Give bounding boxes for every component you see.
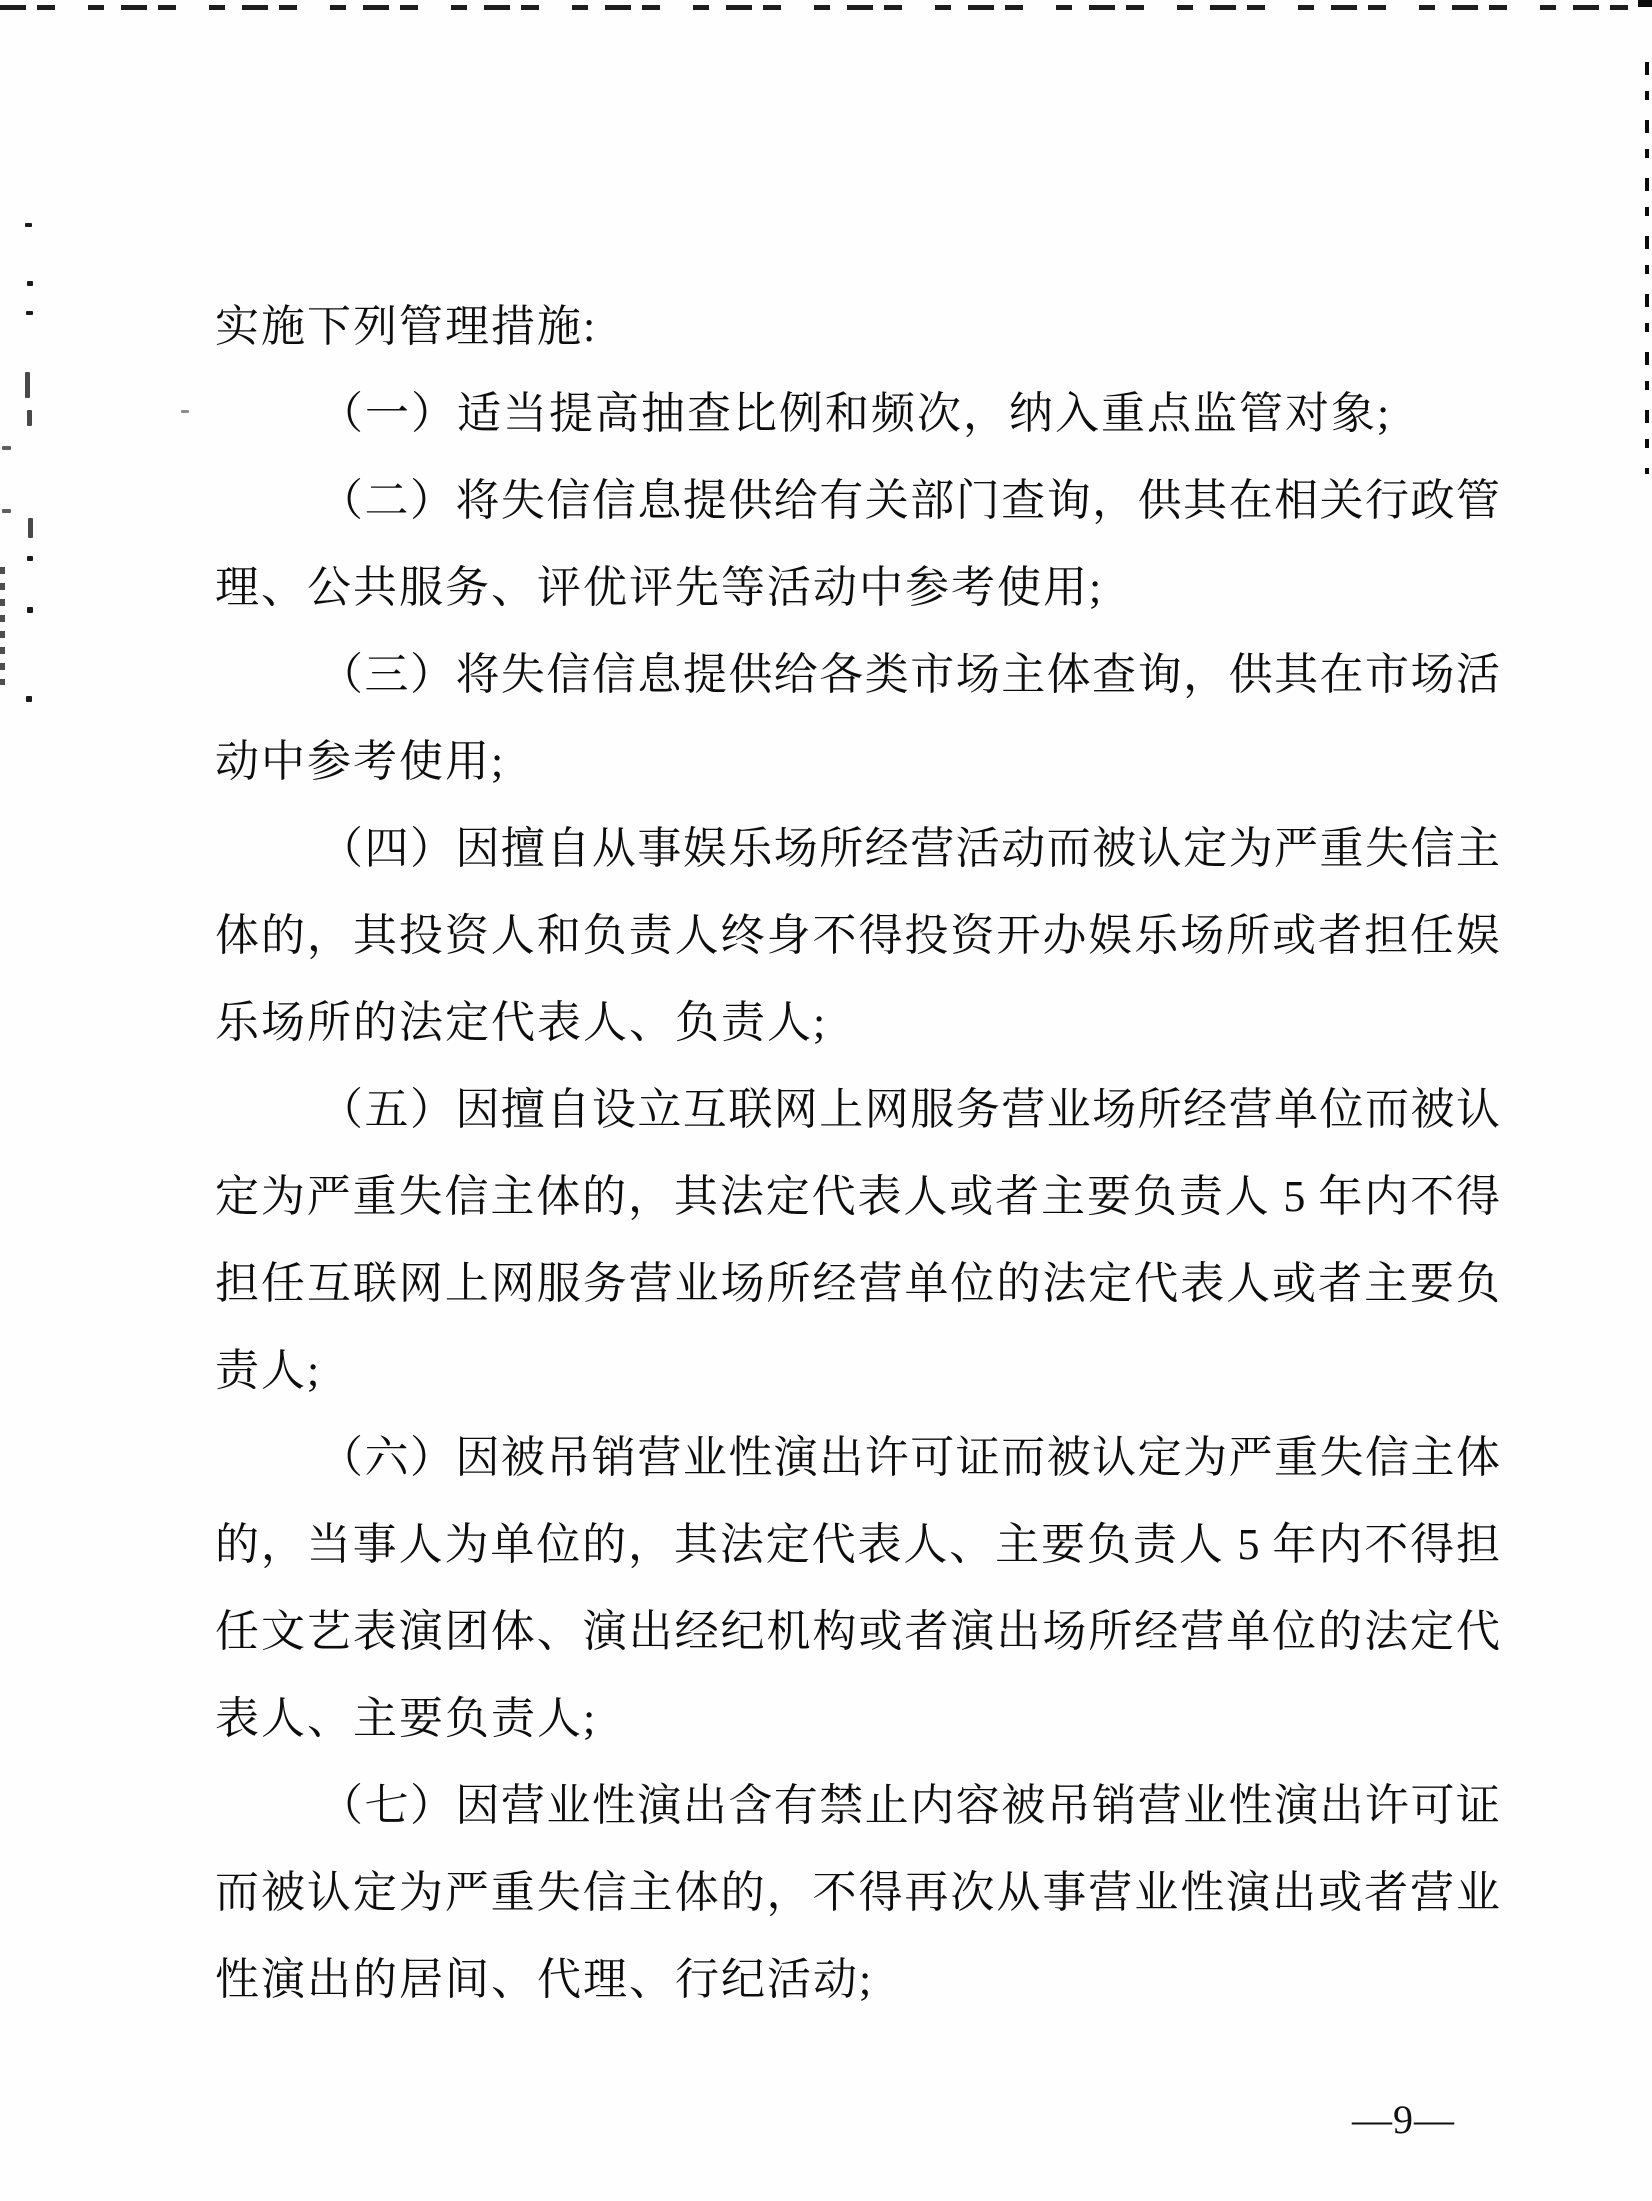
scan-speckle bbox=[25, 372, 30, 398]
text-line: 而被认定为严重失信主体的，不得再次从事营业性演出或者营业 bbox=[215, 1868, 1500, 1917]
text-line: 定为严重失信主体的，其法定代表人或者主要负责人 5 年内不得 bbox=[215, 1172, 1500, 1221]
text-line: （六）因被吊销营业性演出许可证而被认定为严重失信主体 bbox=[319, 1433, 1500, 1482]
text-line: （三）将失信信息提供给各类市场主体查询，供其在市场活 bbox=[319, 650, 1500, 699]
text-line: 动中参考使用; bbox=[215, 737, 506, 786]
text-line: 的，当事人为单位的，其法定代表人、主要负责人 5 年内不得担 bbox=[215, 1520, 1500, 1569]
scan-artifact-right-edge bbox=[1645, 62, 1649, 474]
page-number: —9— bbox=[1352, 2097, 1455, 2142]
text-line: 性演出的居间、代理、行纪活动; bbox=[215, 1955, 874, 2004]
text-line: 理、公共服务、评优评先等活动中参考使用; bbox=[215, 563, 1104, 612]
text-line: 乐场所的法定代表人、负责人; bbox=[215, 998, 828, 1047]
text-line: 表人、主要负责人; bbox=[215, 1694, 598, 1743]
scan-artifact-left-edge bbox=[0, 567, 5, 685]
text-line: （七）因营业性演出含有禁止内容被吊销营业性演出许可证 bbox=[319, 1781, 1500, 1830]
text-line: （五）因擅自设立互联网上网服务营业场所经营单位而被认 bbox=[319, 1085, 1500, 1134]
scan-speckle bbox=[181, 410, 189, 413]
scan-speckle bbox=[27, 607, 33, 613]
text-line: 担任互联网上网服务营业场所经营单位的法定代表人或者主要负 bbox=[215, 1259, 1500, 1308]
scan-speckle bbox=[26, 311, 33, 315]
scan-speckle bbox=[2, 446, 11, 450]
scan-artifact-top-edge bbox=[0, 5, 1652, 10]
text-line: 任文艺表演团体、演出经纪机构或者演出场所经营单位的法定代 bbox=[215, 1607, 1500, 1656]
scan-artifact-corner bbox=[1638, 0, 1652, 7]
text-lines bbox=[215, 283, 1500, 2023]
scan-speckle bbox=[28, 518, 33, 538]
text-line: （四）因擅自从事娱乐场所经营活动而被认定为严重失信主 bbox=[319, 824, 1500, 873]
text-line: 实施下列管理措施: bbox=[215, 302, 598, 351]
text-line: （一）适当提高抽查比例和频次，纳入重点监管对象; bbox=[319, 389, 1392, 438]
text-line: 责人; bbox=[215, 1346, 322, 1395]
text-line: 体的，其投资人和负责人终身不得投资开办娱乐场所或者担任娱 bbox=[215, 911, 1500, 960]
text-line: （二）将失信信息提供给有关部门查询，供其在相关行政管 bbox=[319, 476, 1500, 525]
scan-speckle bbox=[27, 556, 33, 561]
scan-speckle bbox=[27, 410, 32, 426]
scan-speckle bbox=[25, 223, 32, 227]
scan-speckle bbox=[2, 509, 11, 513]
scan-speckle bbox=[26, 696, 32, 702]
scan-speckle bbox=[27, 281, 33, 286]
